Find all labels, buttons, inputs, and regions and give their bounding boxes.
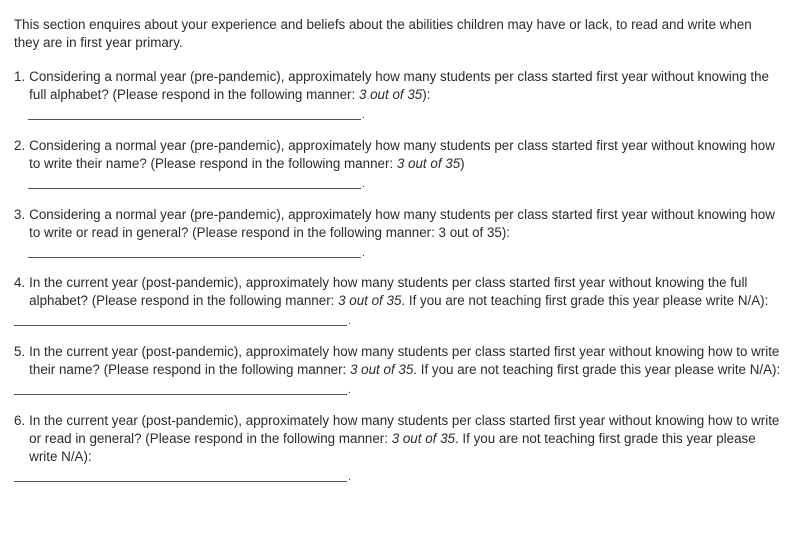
answer-field-5[interactable] [14,382,347,395]
answer-field-3[interactable] [28,245,361,258]
question-text [14,206,784,242]
question-body: In the current year (post-pandemic), approximately how many students per class started first year without knowing the full alphabet? (Please respond in the following manner: 3 out of 35. If you are not teaching first grade this year please write N/A): [29,275,769,308]
question-number: 5. [14,344,26,359]
question-number: 3. [14,207,26,222]
question-number: 2. [14,138,26,153]
question-body: Considering a normal year (pre-pandemic), approximately how many students per class started first year without knowing the full alphabet? (Please respond in the following manner: 3 out of 35): [29,69,769,102]
answer-field-2[interactable] [28,176,361,189]
question-number: 1. [14,69,26,84]
question-text [14,412,784,466]
question-1 [14,68,791,120]
question-2 [14,137,791,189]
question-number: 4. [14,275,26,290]
question-text [14,68,784,104]
answer-field-1[interactable] [28,107,361,120]
question-text [14,274,784,310]
question-text [14,343,784,379]
question-3 [14,206,791,258]
answer-line [28,242,791,258]
answer-end-mark: . [362,178,366,190]
question-body: Considering a normal year (pre-pandemic), approximately how many students per class started first year without knowing how to write or read in general? (Please respond in the following manner: 3 out of 35): [29,207,775,240]
answer-field-6[interactable] [14,469,347,482]
question-number: 6. [14,413,26,428]
question-text [14,137,784,173]
answer-end-mark: . [348,471,352,483]
answer-line [28,104,791,120]
question-body: Considering a normal year (pre-pandemic), approximately how many students per class started first year without knowing how to write their name? (Please respond in the following manner: 3 out of 35) [29,138,775,171]
question-body: In the current year (post-pandemic), approximately how many students per class started first year without knowing how to write or read in general? (Please respond in the following manner: 3 out of 35. If you are not teaching first grade this year please write N/A): [29,413,780,464]
example-format: 3 out of 35 [358,87,423,102]
answer-line [14,310,791,326]
answer-end-mark: . [362,109,366,121]
question-body: In the current year (post-pandemic), approximately how many students per class started first year without knowing how to write their name? (Please respond in the following manner: 3 out of 35. If you are not teaching first grade this year please write N/A): [29,344,781,377]
section-intro: This section enquires about your experience and beliefs about the abilities children may have or lack, to read and write when they are in first year primary. [14,17,752,50]
answer-line [28,173,791,189]
example-format: 3 out of 35 [338,293,402,308]
question-5 [14,343,791,395]
question-6 [14,412,791,482]
answer-end-mark: . [362,247,366,259]
question-4 [14,274,791,326]
answer-end-mark: . [348,384,352,396]
example-format: 3 out of 35 [350,362,414,377]
answer-line [14,466,791,482]
answer-line [14,379,791,395]
answer-field-4[interactable] [14,313,347,326]
example-format: 3 out of 35 [391,431,455,446]
answer-end-mark: . [348,315,352,327]
example-format: 3 out of 35 [396,156,461,171]
